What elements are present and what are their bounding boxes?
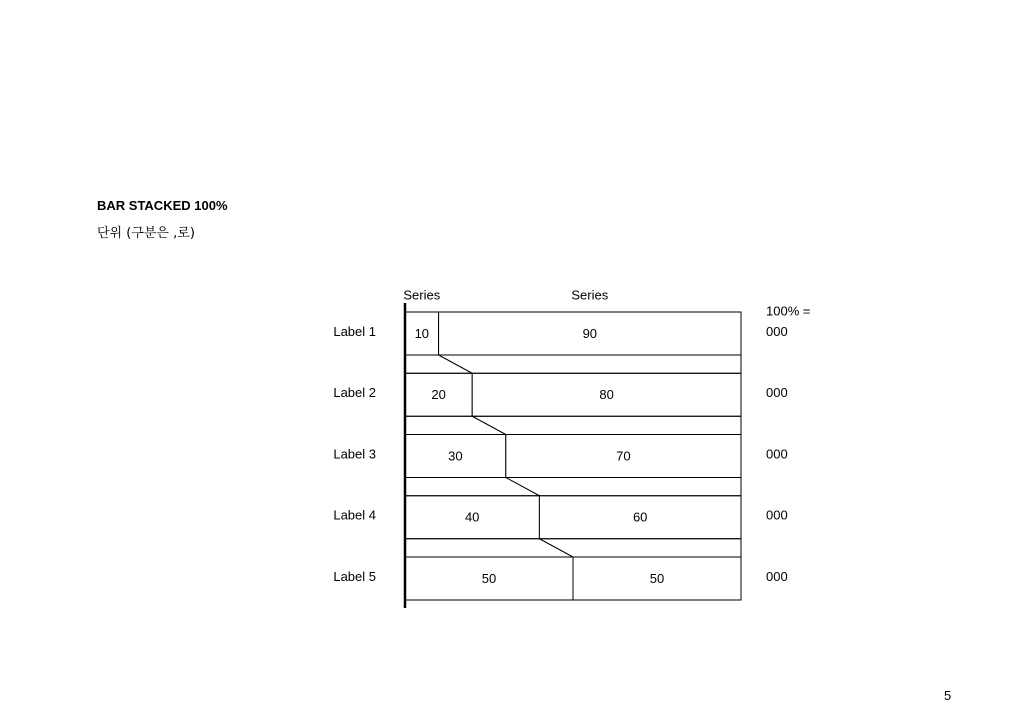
data-label: 40 — [464, 509, 480, 525]
data-label: 60 — [632, 509, 648, 525]
total-value: 000 — [766, 507, 788, 523]
category-label: Label 1 — [333, 323, 376, 339]
total-value: 000 — [766, 385, 788, 401]
category-label: Label 5 — [333, 568, 376, 584]
connector-line — [472, 416, 506, 434]
totals-header: 100% = — [766, 303, 811, 319]
data-label: 30 — [448, 448, 463, 464]
data-label: 20 — [431, 387, 446, 403]
series-label: Series — [571, 287, 609, 303]
category-label: Label 4 — [333, 507, 376, 523]
data-label: 80 — [599, 387, 614, 403]
data-label: 50 — [481, 570, 497, 586]
connector-line — [539, 539, 573, 557]
category-label: Label 3 — [333, 446, 376, 462]
connector-line — [506, 478, 540, 496]
chart-title: BAR STACKED 100% — [97, 198, 228, 213]
data-label: 50 — [649, 570, 665, 586]
total-value: 000 — [766, 568, 788, 584]
series-label: Series — [403, 287, 441, 303]
total-value: 000 — [766, 446, 788, 462]
total-value: 000 — [766, 323, 788, 339]
connector-line — [439, 355, 473, 373]
category-label: Label 2 — [333, 385, 376, 401]
chart-subtitle: 단위 (구분은 ,로) — [97, 226, 195, 241]
data-label: 70 — [616, 448, 631, 464]
data-label: 90 — [582, 325, 598, 341]
data-label: 10 — [414, 325, 430, 341]
page-number: 5 — [944, 688, 952, 703]
